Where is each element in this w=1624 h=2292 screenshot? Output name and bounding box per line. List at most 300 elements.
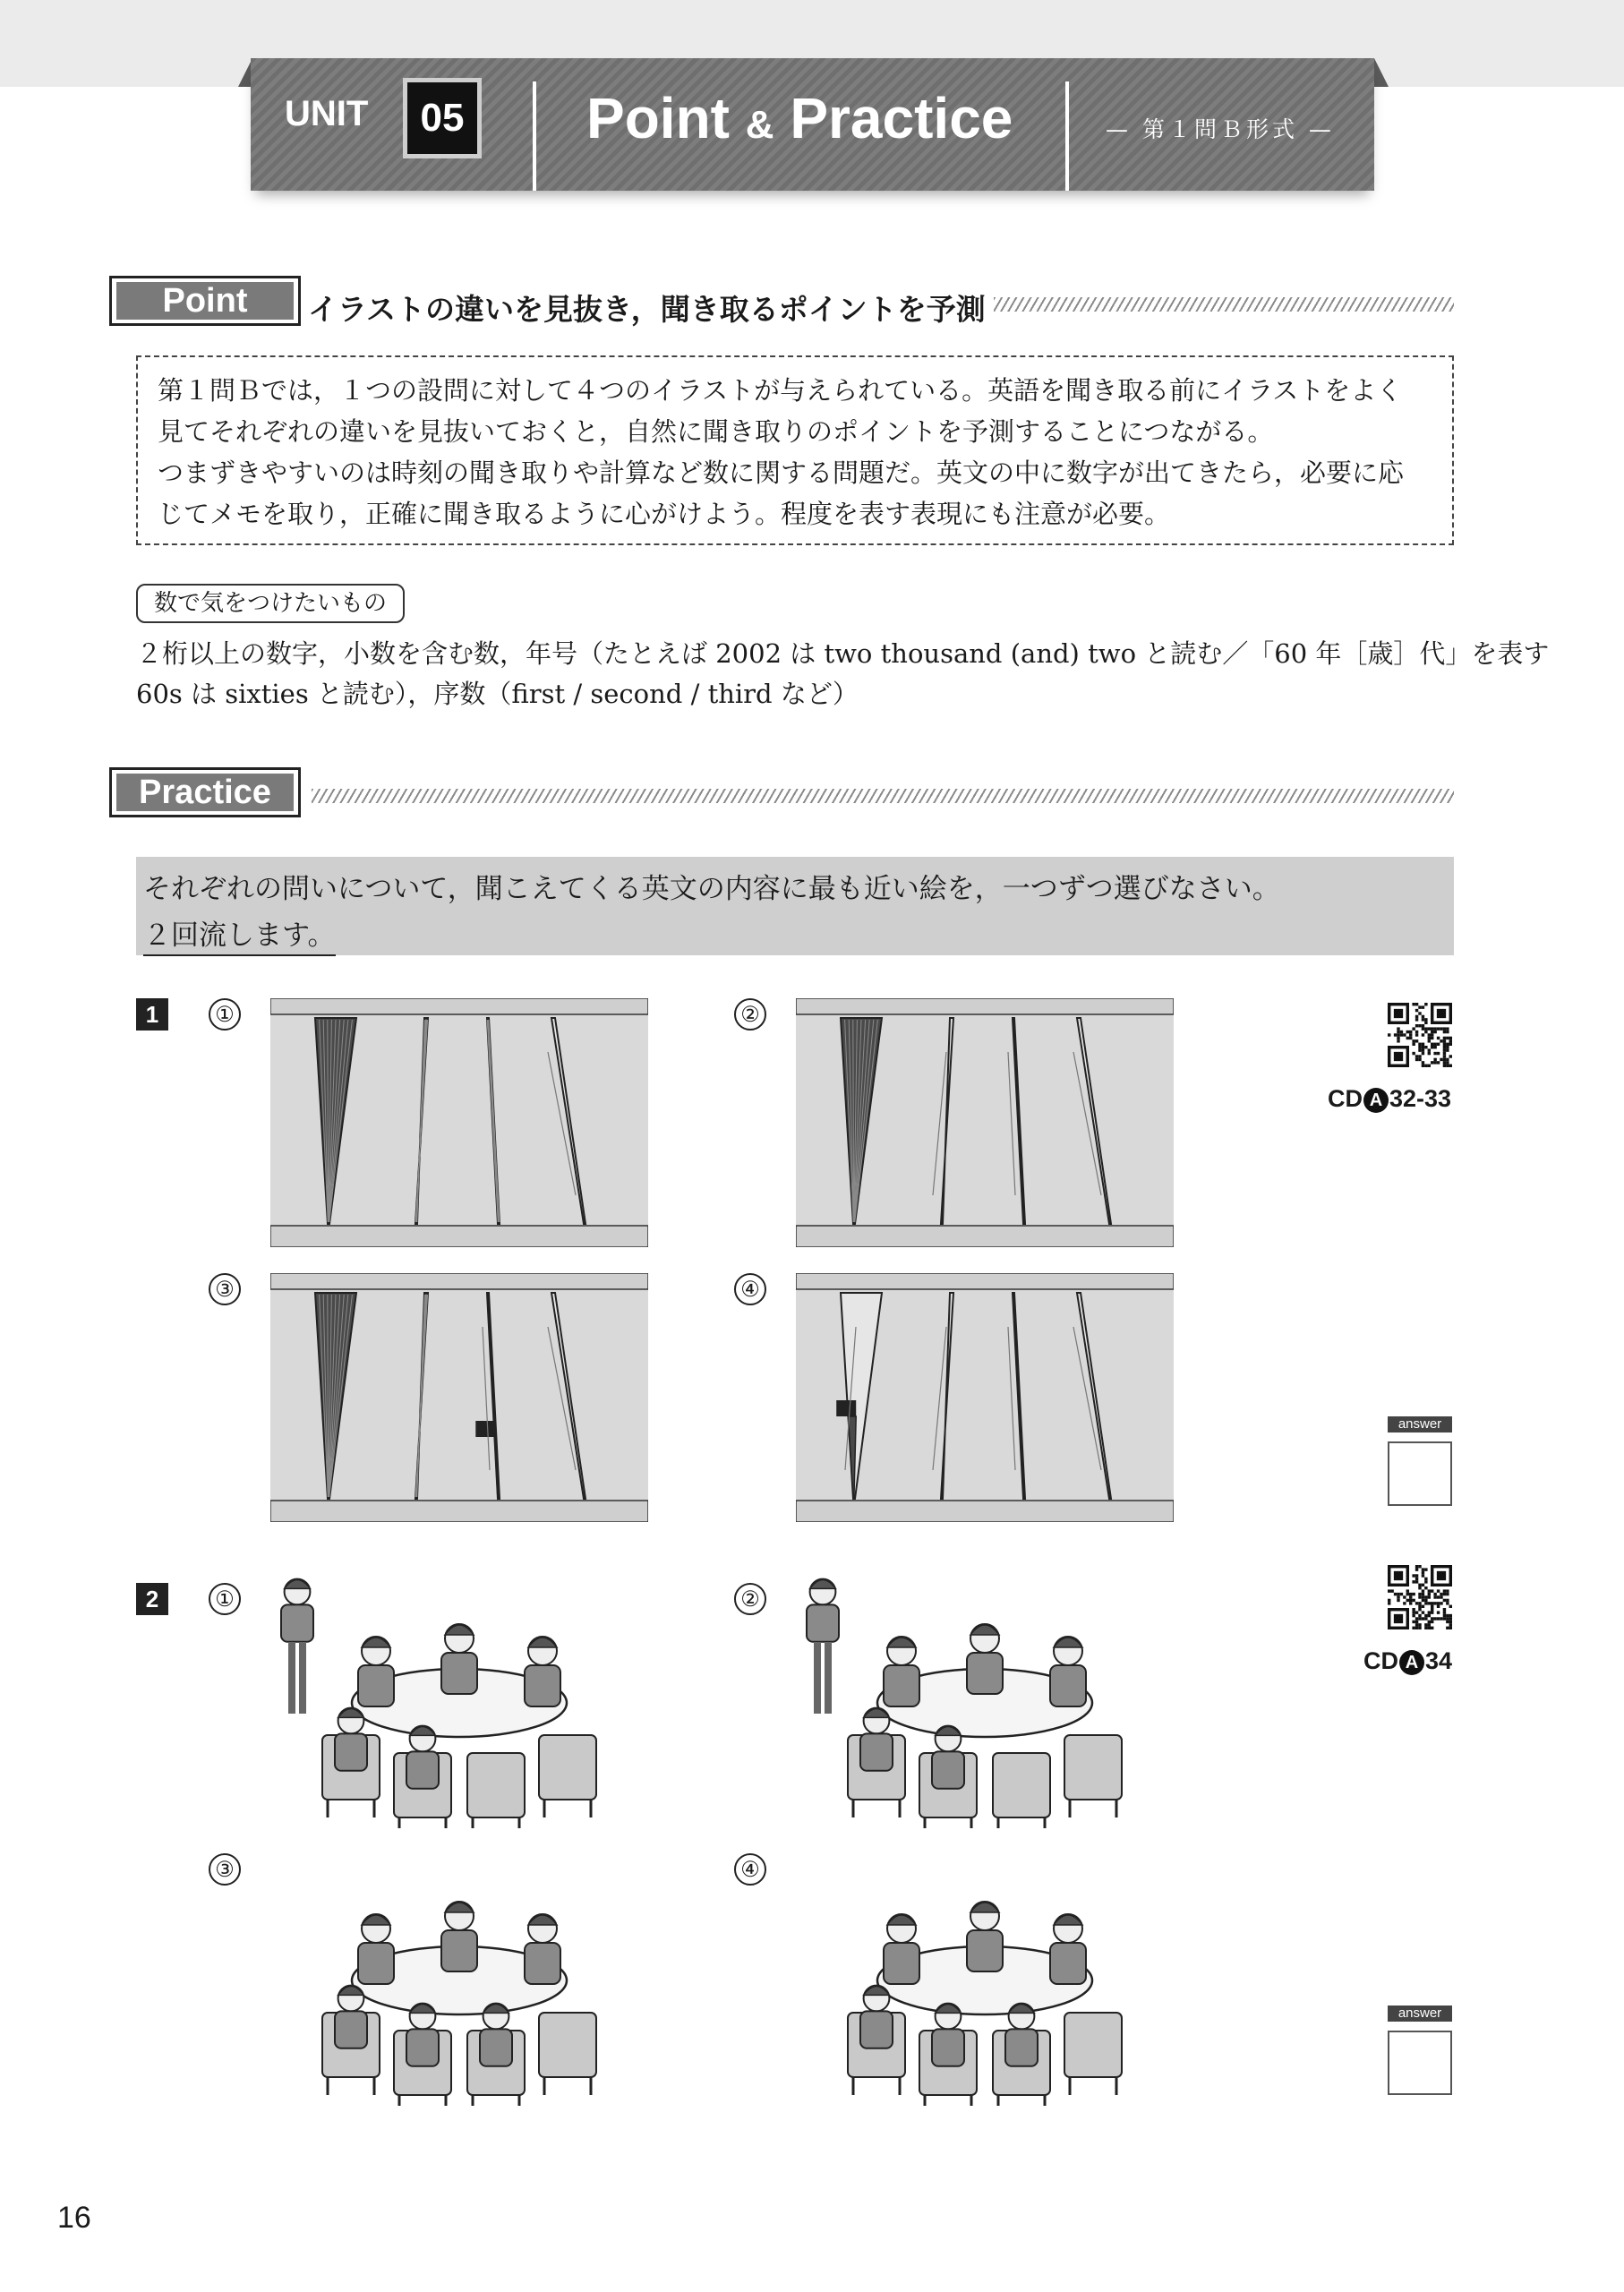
- qr-module: [1415, 1623, 1418, 1626]
- qr-module: [1437, 1617, 1440, 1620]
- qr-module: [1449, 1627, 1452, 1629]
- answer-label: answer: [1388, 2006, 1452, 2022]
- qr-module: [1449, 1614, 1452, 1617]
- qr-module: [1400, 1033, 1403, 1036]
- header-divider: [533, 81, 536, 191]
- qr-module: [1437, 1037, 1440, 1039]
- qr-module: [1424, 1586, 1427, 1589]
- qr-module: [1424, 1065, 1427, 1067]
- qr-module: [1415, 1611, 1418, 1613]
- qr-module: [1424, 1599, 1427, 1602]
- qr-module: [1412, 1052, 1415, 1055]
- qr-module: [1446, 1048, 1449, 1051]
- qr-module: [1428, 1614, 1431, 1617]
- qr-module: [1440, 1058, 1442, 1061]
- qr-module: [1446, 1599, 1449, 1602]
- qr-module: [1418, 1627, 1421, 1629]
- person-body: [525, 1665, 560, 1706]
- header-tab-right: [1374, 58, 1389, 87]
- qr-module: [1428, 1595, 1431, 1598]
- qr-module: [1431, 1621, 1433, 1623]
- title-point: Point: [586, 86, 730, 150]
- qr-module: [1406, 1031, 1409, 1033]
- qr-module: [1440, 1595, 1442, 1598]
- qr-module: [1418, 1617, 1421, 1620]
- instruction-text: それぞれの問いについて，聞こえてくる英文の内容に最も近い絵を，一つずつ選びなさい。: [143, 873, 1280, 905]
- qr-module: [1415, 1033, 1418, 1036]
- qr-module: [1449, 1065, 1452, 1067]
- qr-module: [1446, 1614, 1449, 1617]
- person-body: [807, 1604, 839, 1641]
- qr-module: [1415, 1003, 1418, 1005]
- qr-module: [1409, 1602, 1412, 1604]
- qr-module: [1449, 1617, 1452, 1620]
- qr-module: [1424, 1022, 1427, 1024]
- qr-module: [1428, 1037, 1431, 1039]
- qr-finder: [1394, 1009, 1403, 1018]
- qr-module: [1422, 1584, 1424, 1586]
- qr-module: [1397, 1595, 1399, 1598]
- qr-module: [1422, 1593, 1424, 1595]
- qr-module: [1406, 1593, 1409, 1595]
- qr-module: [1388, 1589, 1390, 1592]
- person-leg: [299, 1642, 306, 1714]
- qr-module: [1422, 1027, 1424, 1030]
- answer-box[interactable]: [1388, 1441, 1452, 1506]
- qr-module: [1428, 1033, 1431, 1036]
- qr-module: [1424, 1614, 1427, 1617]
- person-leg: [814, 1642, 821, 1714]
- option-marker: ①: [209, 998, 241, 1031]
- qr-module: [1390, 1589, 1393, 1592]
- qr-module: [1412, 1621, 1415, 1623]
- qr-finder: [1437, 1571, 1446, 1580]
- point-line: じてメモを取り，正確に聞き取るように心がけよう。程度を表す表現にも注意が必要。: [158, 499, 1171, 529]
- person-hair: [970, 1625, 999, 1635]
- person-body: [441, 1930, 477, 1971]
- qr-module: [1422, 1043, 1424, 1046]
- qr-module: [1428, 1627, 1431, 1629]
- qr-module: [1424, 1578, 1427, 1580]
- qr-module: [1428, 1027, 1431, 1030]
- meeting-illustration: [270, 1569, 648, 1828]
- qr-module: [1437, 1061, 1440, 1064]
- qr-module: [1437, 1052, 1440, 1055]
- unit-number: 05: [403, 78, 482, 158]
- qr-module: [1418, 1602, 1421, 1604]
- qr-module: [1406, 1599, 1409, 1602]
- practice-tag: [109, 767, 301, 817]
- person-body: [1050, 1665, 1086, 1706]
- qr-module: [1431, 1602, 1433, 1604]
- qr-module: [1446, 1627, 1449, 1629]
- qr-module: [1443, 1593, 1446, 1595]
- qr-module: [1415, 1580, 1418, 1583]
- qr-module: [1412, 1614, 1415, 1617]
- qr-module: [1412, 1580, 1415, 1583]
- person-body: [406, 1751, 439, 1788]
- person-body: [932, 1751, 964, 1788]
- qr-module: [1388, 1599, 1390, 1602]
- qr-module: [1446, 1037, 1449, 1039]
- qr-module: [1422, 1611, 1424, 1613]
- point-heading: イラストの違いを見抜き，聞き取るポイントを予測: [308, 292, 986, 327]
- qr-module: [1446, 1031, 1449, 1033]
- qr-module: [1443, 1611, 1446, 1613]
- qr-module: [1412, 1043, 1415, 1046]
- qr-module: [1424, 1003, 1427, 1005]
- unit-subtitle: — 第１問Ｂ形式 —: [1106, 116, 1335, 142]
- qr-module: [1422, 1568, 1424, 1570]
- qr-module: [1406, 1037, 1409, 1039]
- meeting-illustration: [796, 1569, 1174, 1828]
- field-border-top: [270, 1273, 648, 1289]
- point-tag: [109, 276, 301, 326]
- point-tag-label: Point: [116, 282, 294, 320]
- qr-module: [1446, 1046, 1449, 1048]
- qr-module: [1424, 1046, 1427, 1048]
- qr-module: [1424, 1595, 1427, 1598]
- harvester-machine: [475, 1421, 495, 1437]
- qr-module: [1418, 1614, 1421, 1617]
- qr-module: [1418, 1046, 1421, 1048]
- person-body: [480, 2029, 512, 2065]
- qr-module: [1418, 1623, 1421, 1626]
- qr-module: [1412, 1574, 1415, 1577]
- qr-module: [1433, 1031, 1436, 1033]
- qr-module: [1415, 1602, 1418, 1604]
- qr-module: [1431, 1043, 1433, 1046]
- qr-module: [1428, 1593, 1431, 1595]
- qr-module: [1443, 1039, 1446, 1042]
- qr-module: [1443, 1599, 1446, 1602]
- heading-rule: [994, 297, 1454, 312]
- qr-module: [1443, 1608, 1446, 1611]
- qr-module: [1443, 1055, 1446, 1057]
- qr-module: [1415, 1621, 1418, 1623]
- qr-module: [1418, 1586, 1421, 1589]
- cd-tracks: 34: [1425, 1647, 1453, 1674]
- person-body: [967, 1930, 1003, 1971]
- field-illustration: [796, 1273, 1174, 1522]
- qr-module: [1443, 1052, 1446, 1055]
- point-line: 見てそれぞれの違いを見抜いておくと，自然に聞き取りのポイントを予測することにつながる。: [158, 416, 1274, 447]
- qr-module: [1409, 1037, 1412, 1039]
- qr-code[interactable]: [1388, 1565, 1452, 1629]
- qr-finder: [1394, 1614, 1403, 1623]
- qr-module: [1422, 1033, 1424, 1036]
- option-marker: ③: [209, 1273, 241, 1305]
- option-marker: ④: [734, 1273, 766, 1305]
- qr-module: [1422, 1046, 1424, 1048]
- field-illustration: [270, 1273, 648, 1522]
- qr-module: [1409, 1599, 1412, 1602]
- header-divider: [1065, 81, 1069, 191]
- number-tips-label: 数で気をつけたいもの: [136, 584, 405, 623]
- qr-module: [1431, 1037, 1433, 1039]
- qr-module: [1415, 1018, 1418, 1021]
- qr-module: [1412, 1027, 1415, 1030]
- qr-module: [1449, 1605, 1452, 1608]
- qr-module: [1397, 1027, 1399, 1030]
- qr-module: [1433, 1593, 1436, 1595]
- person-hair: [445, 1625, 474, 1635]
- qr-module: [1440, 1617, 1442, 1620]
- person-body: [1050, 1943, 1086, 1984]
- qr-module: [1422, 1061, 1424, 1064]
- option-marker: ③: [209, 1853, 241, 1886]
- qr-module: [1418, 1043, 1421, 1046]
- qr-module: [1449, 1043, 1452, 1046]
- qr-module: [1437, 1589, 1440, 1592]
- person-hair: [1054, 1638, 1082, 1647]
- qr-module: [1409, 1593, 1412, 1595]
- qr-module: [1428, 1611, 1431, 1613]
- qr-module: [1433, 1046, 1436, 1048]
- qr-module: [1428, 1602, 1431, 1604]
- qr-module: [1428, 1048, 1431, 1051]
- person-hair: [445, 1903, 474, 1912]
- qr-module: [1415, 1565, 1418, 1568]
- cd-prefix: CD: [1363, 1647, 1398, 1674]
- person-body: [441, 1653, 477, 1694]
- point-line: つまずきやすいのは時刻の聞き取りや計算など数に関する問題だ。英文の中に数字が出てきたら，必要に応: [158, 458, 1405, 488]
- qr-module: [1437, 1043, 1440, 1046]
- qr-module: [1412, 1608, 1415, 1611]
- chair: [1064, 1735, 1122, 1800]
- question-number: 1: [136, 998, 168, 1031]
- qr-module: [1418, 1593, 1421, 1595]
- page-number: 16: [57, 2201, 91, 2235]
- qr-module: [1415, 1578, 1418, 1580]
- qr-module: [1431, 1027, 1433, 1030]
- cd-prefix: CD: [1328, 1085, 1363, 1112]
- meeting-illustration: [270, 1846, 648, 2106]
- qr-module: [1431, 1611, 1433, 1613]
- qr-module: [1412, 1039, 1415, 1042]
- qr-module: [1433, 1027, 1436, 1030]
- qr-module: [1433, 1061, 1436, 1064]
- chair: [539, 2013, 596, 2077]
- qr-module: [1449, 1037, 1452, 1039]
- qr-module: [1431, 1589, 1433, 1592]
- field-border-bottom: [796, 1501, 1174, 1522]
- qr-module: [1415, 1009, 1418, 1012]
- qr-module: [1394, 1593, 1397, 1595]
- qr-module: [1394, 1033, 1397, 1036]
- qr-module: [1443, 1589, 1446, 1592]
- qr-module: [1415, 1568, 1418, 1570]
- qr-module: [1437, 1605, 1440, 1608]
- title-ampersand: &: [745, 103, 774, 147]
- qr-module: [1433, 1595, 1436, 1598]
- qr-module: [1418, 1565, 1421, 1568]
- unit-header: [251, 58, 1374, 191]
- disc-letter: A: [1363, 1088, 1389, 1113]
- person-body: [358, 1665, 394, 1706]
- person-body: [335, 1733, 367, 1770]
- field-illustration: [270, 998, 648, 1247]
- qr-module: [1431, 1627, 1433, 1629]
- person-body: [884, 1943, 919, 1984]
- qr-module: [1446, 1043, 1449, 1046]
- qr-module: [1449, 1621, 1452, 1623]
- qr-module: [1446, 1058, 1449, 1061]
- qr-module: [1403, 1595, 1406, 1598]
- qr-module: [1424, 1027, 1427, 1030]
- qr-module: [1418, 1055, 1421, 1057]
- qr-module: [1443, 1031, 1446, 1033]
- field-border-top: [796, 1273, 1174, 1289]
- qr-module: [1397, 1599, 1399, 1602]
- point-explanation-box: [136, 355, 1454, 545]
- question-number: 2: [136, 1583, 168, 1615]
- qr-module: [1418, 1605, 1421, 1608]
- qr-module: [1397, 1031, 1399, 1033]
- qr-module: [1422, 1595, 1424, 1598]
- person-body: [932, 2029, 964, 2065]
- answer-box[interactable]: [1388, 2031, 1452, 2095]
- qr-module: [1415, 1617, 1418, 1620]
- person-hair: [362, 1915, 390, 1925]
- chair: [467, 1753, 525, 1817]
- qr-module: [1409, 1595, 1412, 1598]
- qr-module: [1409, 1033, 1412, 1036]
- qr-module: [1443, 1046, 1446, 1048]
- qr-module: [1424, 1627, 1427, 1629]
- heading-rule: [312, 789, 1454, 803]
- qr-module: [1397, 1593, 1399, 1595]
- person-body: [884, 1665, 919, 1706]
- qr-module: [1446, 1027, 1449, 1030]
- qr-module: [1388, 1033, 1390, 1036]
- meeting-illustration: [796, 1846, 1174, 2106]
- qr-finder: [1394, 1571, 1403, 1580]
- person-hair: [285, 1580, 311, 1589]
- instruction-band: [136, 857, 1454, 955]
- qr-module: [1431, 1046, 1433, 1048]
- title-practice: Practice: [790, 86, 1013, 150]
- qr-module: [1424, 1602, 1427, 1604]
- qr-module: [1443, 1043, 1446, 1046]
- qr-module: [1422, 1617, 1424, 1620]
- field-border-bottom: [270, 1226, 648, 1247]
- qr-module: [1446, 1621, 1449, 1623]
- qr-module: [1422, 1065, 1424, 1067]
- qr-module: [1424, 1580, 1427, 1583]
- qr-module: [1409, 1031, 1412, 1033]
- qr-module: [1422, 1599, 1424, 1602]
- qr-module: [1443, 1058, 1446, 1061]
- person-body: [335, 2011, 367, 2048]
- qr-module: [1446, 1602, 1449, 1604]
- qr-module: [1428, 1052, 1431, 1055]
- field-border-bottom: [270, 1501, 648, 1522]
- person-body: [406, 2029, 439, 2065]
- qr-module: [1415, 1031, 1418, 1033]
- qr-module: [1437, 1602, 1440, 1604]
- qr-module: [1412, 1593, 1415, 1595]
- qr-module: [1443, 1617, 1446, 1620]
- qr-module: [1446, 1593, 1449, 1595]
- person-body: [1005, 2029, 1038, 2065]
- qr-module: [1422, 1024, 1424, 1027]
- person-hair: [810, 1580, 836, 1589]
- qr-module: [1443, 1614, 1446, 1617]
- person-body: [358, 1943, 394, 1984]
- person-hair: [887, 1638, 916, 1647]
- person-body: [281, 1604, 313, 1641]
- qr-module: [1437, 1611, 1440, 1613]
- cd-track-ref: [1363, 1647, 1452, 1675]
- qr-module: [1422, 1605, 1424, 1608]
- qr-module: [1428, 1589, 1431, 1592]
- qr-code[interactable]: [1388, 1003, 1452, 1067]
- qr-module: [1418, 1608, 1421, 1611]
- chair: [1064, 2013, 1122, 2077]
- qr-module: [1403, 1602, 1406, 1604]
- person-hair: [362, 1638, 390, 1647]
- qr-module: [1437, 1027, 1440, 1030]
- qr-module: [1449, 1623, 1452, 1626]
- qr-module: [1428, 1039, 1431, 1042]
- option-marker: ②: [734, 1583, 766, 1615]
- number-tips-text: 60s は sixties と読む），序数（first / second / third など）: [136, 679, 859, 709]
- point-line: 第１問Ｂでは，１つの設問に対して４つのイラストが与えられている。英語を聞き取る前にイラストをよく: [158, 375, 1403, 406]
- person-body: [967, 1653, 1003, 1694]
- person-leg: [825, 1642, 832, 1714]
- qr-module: [1422, 1052, 1424, 1055]
- qr-module: [1422, 1589, 1424, 1592]
- harvester-machine: [836, 1400, 856, 1416]
- qr-module: [1415, 1058, 1418, 1061]
- field-border-top: [270, 998, 648, 1014]
- qr-module: [1433, 1058, 1436, 1061]
- qr-module: [1418, 1048, 1421, 1051]
- qr-module: [1443, 1061, 1446, 1064]
- qr-module: [1431, 1617, 1433, 1620]
- qr-module: [1397, 1037, 1399, 1039]
- person-hair: [970, 1903, 999, 1912]
- qr-module: [1422, 1018, 1424, 1021]
- qr-module: [1440, 1039, 1442, 1042]
- qr-module: [1446, 1061, 1449, 1064]
- qr-module: [1449, 1039, 1452, 1042]
- answer-label: answer: [1388, 1416, 1452, 1432]
- qr-module: [1443, 1037, 1446, 1039]
- qr-module: [1418, 1012, 1421, 1014]
- chair: [993, 1753, 1050, 1817]
- qr-module: [1433, 1043, 1436, 1046]
- chair: [539, 1735, 596, 1800]
- instruction-text: ２回流します。: [143, 912, 336, 956]
- qr-module: [1415, 1055, 1418, 1057]
- cd-track-ref: [1328, 1085, 1451, 1113]
- qr-module: [1443, 1027, 1446, 1030]
- unit-title: [586, 85, 1013, 151]
- qr-module: [1424, 1568, 1427, 1570]
- qr-module: [1446, 1617, 1449, 1620]
- qr-module: [1431, 1608, 1433, 1611]
- qr-module: [1440, 1602, 1442, 1604]
- qr-module: [1403, 1033, 1406, 1036]
- field-illustration: [796, 998, 1174, 1247]
- qr-module: [1424, 1018, 1427, 1021]
- qr-module: [1424, 1623, 1427, 1626]
- field-border-top: [796, 998, 1174, 1014]
- number-tips-text: ２桁以上の数字，小数を含む数，年号（たとえば 2002 は two thousand (and) two と読む／「60 年［歳］代」を表す: [136, 638, 1550, 669]
- qr-module: [1415, 1627, 1418, 1629]
